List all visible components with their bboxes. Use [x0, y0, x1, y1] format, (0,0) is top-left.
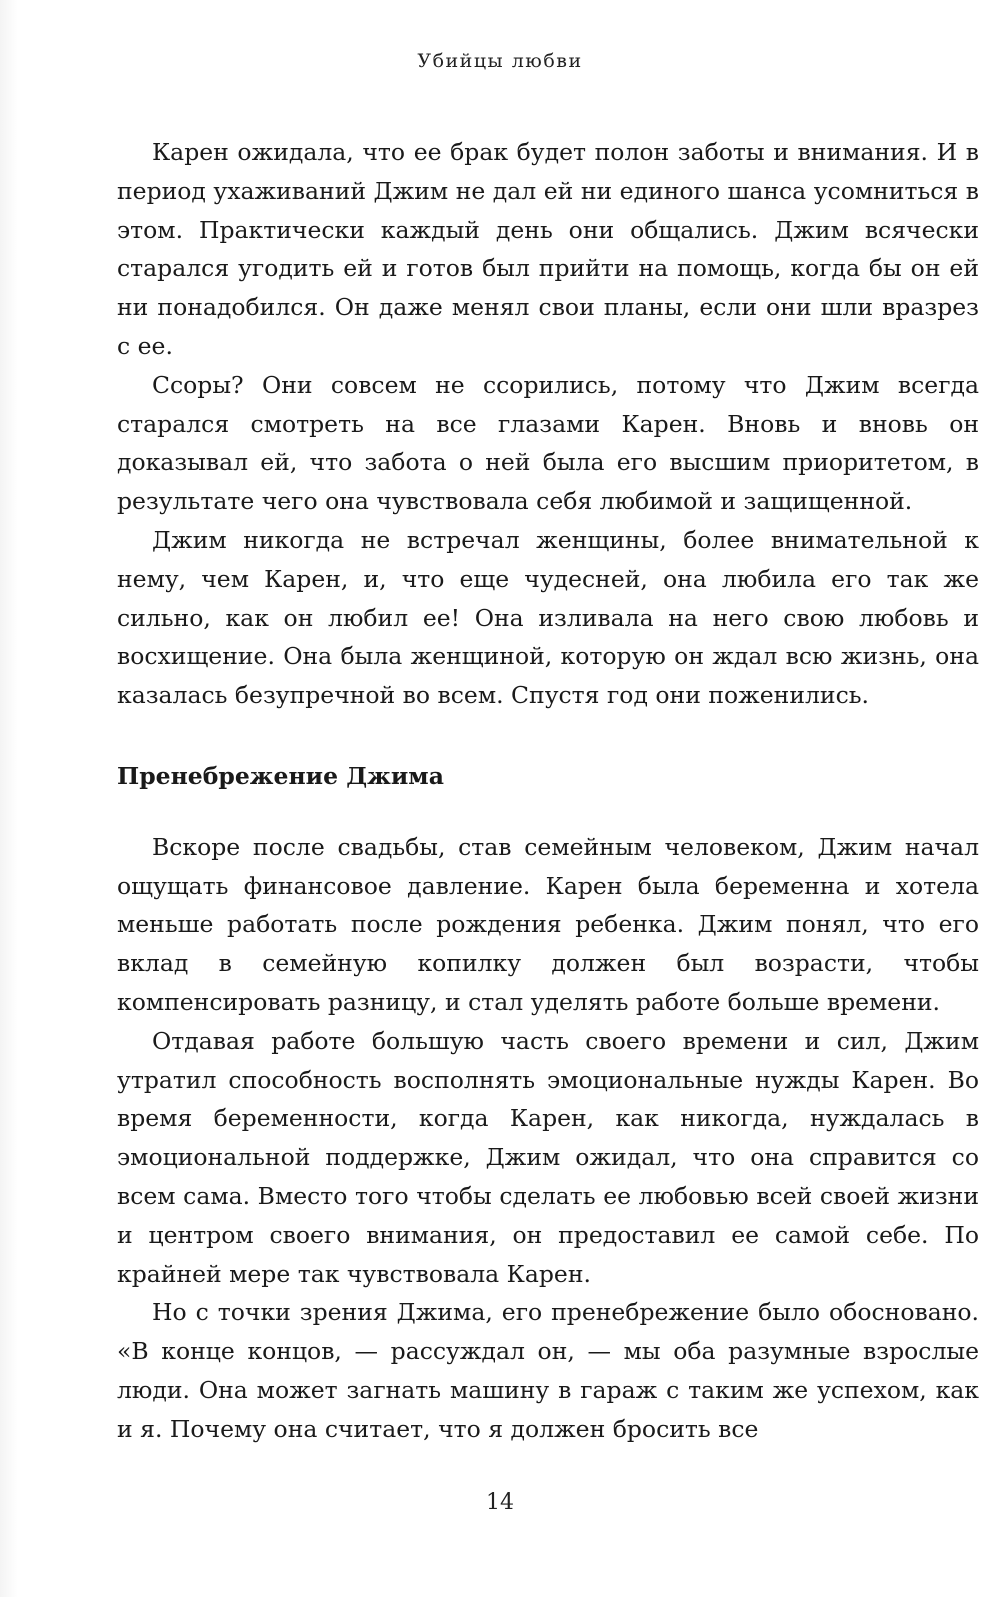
paragraph: Отдавая работе большую часть своего времени и сил, Джим утратил способность восполнять эмоциональные нужды Карен. Во время беременности, когда Карен, как никогда, нуждалась в эмоциональной поддержке, Джим ожидал, что она справится со всем сама. Вместо того чтобы сделать ее любовью всей своей жизни и центром своего внимания, он предоставил ее самой себе. По крайней мере так чувствовала Карен. — [117, 1026, 979, 1288]
page-number: 14 — [486, 1490, 514, 1515]
section-heading: Пренебрежение Джима — [117, 761, 444, 790]
paragraph: Карен ожидала, что ее брак будет полон заботы и внимания. И в период ухаживаний Джим не дал ей ни единого шанса усомниться в этом. Практически каждый день они общались. Джим всячески старался угодить ей и готов был прийти на помощь, когда бы он ей ни понадобился. Он даже менял свои планы, если они шли вразрез с ее. — [117, 138, 979, 360]
paragraph: Джим никогда не встречал женщины, более внимательной к нему, чем Карен, и, что еще чудесней, она любила его так же сильно, как он любил ее! Она изливала на него свою любовь и восхищение. Она была женщиной, которую он ждал всю жизнь, она казалась безупречной во всем. Спустя год они поженились. — [117, 525, 979, 710]
paragraph: Вскоре после свадьбы, став семейным человеком, Джим начал ощущать финансовое давление. Карен была беременна и хотела меньше работать после рождения ребенка. Джим понял, что его вклад в семейную копилку должен был возрасти, чтобы компенсировать разницу, и стал уделять работе больше времени. — [117, 832, 979, 1016]
body-text — [117, 133, 979, 1449]
running-head: Убийцы любви — [417, 50, 583, 72]
paragraph: Но с точки зрения Джима, его пренебрежение было обосновано. «В конце концов, — рассуждал он, — мы оба разумные взрослые люди. Она может загнать машину в гараж с таким же успехом, как и я. Почему она считает, что я должен бросить все — [117, 1298, 979, 1443]
paragraph: Ссоры? Они совсем не ссорились, потому что Джим всегда старался смотреть на все глазами Карен. Вновь и вновь он доказывал ей, что забота о ней была его высшим приоритетом, в результате чего она чувствовала себя любимой и защищенной. — [117, 370, 979, 516]
